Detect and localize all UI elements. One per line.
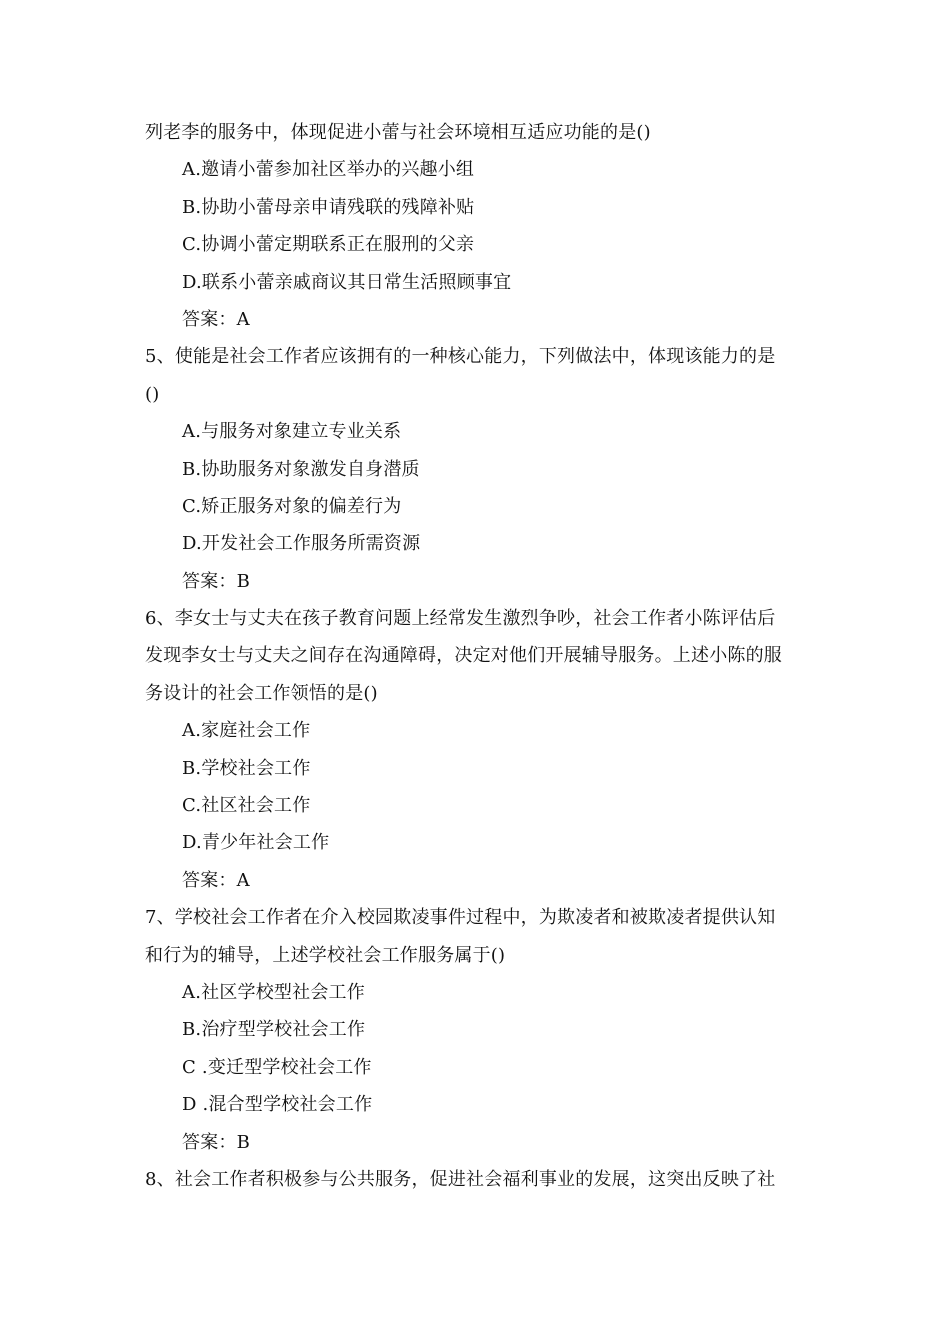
question-8-line-1: 8、社会工作者积极参与公共服务，促进社会福利事业的发展，这突出反映了社 xyxy=(145,1168,776,1190)
option-c: C.矫正服务对象的偏差行为 xyxy=(182,495,402,517)
question-7-line-2: 和行为的辅导，上述学校社会工作服务属于() xyxy=(145,944,506,966)
option-d: D.开发社会工作服务所需资源 xyxy=(182,533,421,555)
question-6-line-3: 务设计的社会工作领悟的是() xyxy=(145,682,378,704)
option-c: C.协调小蕾定期联系正在服刑的父亲 xyxy=(182,234,475,256)
question-6-line-2: 发现李女士与丈夫之间存在沟通障碍，决定对他们开展辅导服务。上述小陈的服 xyxy=(145,645,782,667)
option-d: D .混合型学校社会工作 xyxy=(182,1094,373,1116)
answer-line: 答案：A xyxy=(182,869,250,891)
document-body xyxy=(145,114,810,1198)
option-b: B.学校社会工作 xyxy=(182,757,311,779)
option-b: B.治疗型学校社会工作 xyxy=(182,1019,366,1041)
option-a: A.社区学校型社会工作 xyxy=(182,981,365,1003)
question-7-line-1: 7、学校社会工作者在介入校园欺凌事件过程中，为欺凌者和被欺凌者提供认知 xyxy=(145,907,776,929)
option-d: D.青少年社会工作 xyxy=(182,832,330,854)
option-c: C .变迁型学校社会工作 xyxy=(182,1056,372,1078)
question-text-line: 列老李的服务中，体现促进小蕾与社会环境相互适应功能的是() xyxy=(145,122,651,143)
option-a: A.与服务对象建立专业关系 xyxy=(182,421,402,443)
option-c: C.社区社会工作 xyxy=(182,795,311,817)
question-5-line-2: () xyxy=(145,383,160,405)
question-5-line-1: 5、使能是社会工作者应该拥有的一种核心能力，下列做法中，体现该能力的是 xyxy=(145,346,776,368)
option-a: A.邀请小蕾参加社区举办的兴趣小组 xyxy=(182,159,475,181)
option-a: A.家庭社会工作 xyxy=(182,720,311,742)
answer-line: 答案：B xyxy=(182,1131,251,1153)
answer-line: 答案：B xyxy=(182,570,251,592)
answer-line: 答案：A xyxy=(182,308,250,330)
question-6-line-1: 6、李女士与丈夫在孩子教育问题上经常发生激烈争吵，社会工作者小陈评估后 xyxy=(145,608,776,630)
option-b: B.协助服务对象激发自身潜质 xyxy=(182,458,420,480)
option-d: D.联系小蕾亲戚商议其日常生活照顾事宜 xyxy=(182,271,512,293)
option-b: B.协助小蕾母亲申请残联的残障补贴 xyxy=(182,196,475,218)
